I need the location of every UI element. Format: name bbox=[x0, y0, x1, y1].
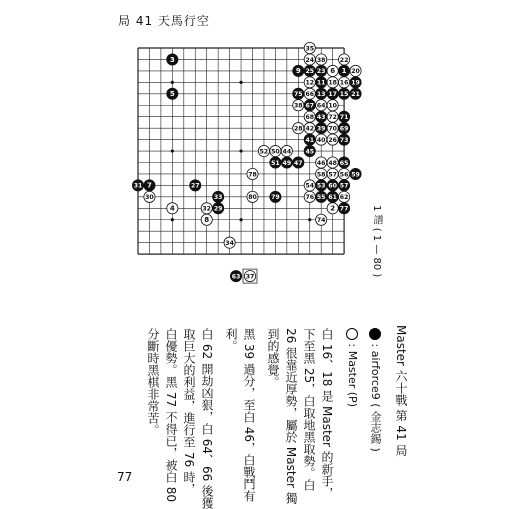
move-number: 21 bbox=[351, 91, 360, 99]
move-number: 69 bbox=[339, 125, 349, 133]
white-stone bbox=[244, 271, 255, 282]
move-number: 68 bbox=[305, 114, 315, 121]
white-stone bbox=[350, 65, 361, 76]
white-stone bbox=[327, 168, 338, 179]
black-stone bbox=[190, 180, 201, 191]
move-number: 33 bbox=[213, 194, 223, 202]
move-number: 53 bbox=[316, 182, 326, 190]
white-stone bbox=[201, 214, 212, 225]
move-number: 76 bbox=[305, 194, 315, 202]
move-number: 65 bbox=[339, 159, 349, 167]
white-stone bbox=[327, 203, 338, 214]
white-stone bbox=[339, 54, 350, 65]
move-number: 46 bbox=[316, 159, 326, 167]
black-stone bbox=[293, 65, 304, 76]
black-stone bbox=[327, 191, 338, 202]
move-number: 55 bbox=[316, 194, 326, 202]
white-stone bbox=[247, 191, 258, 202]
move-number: 41 bbox=[305, 136, 315, 144]
move-number: 26 bbox=[328, 136, 337, 144]
commentary-line: 黑 39 過分，至白 46，白戰鬥有 bbox=[242, 328, 256, 502]
white-stone bbox=[281, 145, 292, 156]
move-number: 42 bbox=[305, 125, 315, 133]
move-number: 77 bbox=[339, 205, 349, 213]
white-stone bbox=[258, 145, 269, 156]
white-stone bbox=[316, 157, 327, 168]
star-point bbox=[239, 218, 242, 221]
white-stone bbox=[293, 100, 304, 111]
white-stone bbox=[304, 180, 315, 191]
move-number: 29 bbox=[213, 205, 223, 213]
black-stone bbox=[230, 271, 241, 282]
move-number: 60 bbox=[328, 182, 337, 190]
black-stone bbox=[316, 111, 327, 122]
move-number: 72 bbox=[328, 114, 337, 121]
move-number: 5 bbox=[169, 90, 175, 99]
move-number: 18 bbox=[328, 79, 337, 87]
move-number: 79 bbox=[271, 194, 280, 202]
move-number: 19 bbox=[351, 79, 360, 87]
white-stone bbox=[167, 203, 178, 214]
move-number: 73 bbox=[339, 136, 349, 144]
white-player-label: : Master (P) bbox=[346, 343, 359, 407]
black-stone bbox=[339, 180, 350, 191]
black-stone bbox=[327, 88, 338, 99]
white-stone bbox=[316, 214, 327, 225]
move-number: 11 bbox=[316, 79, 326, 87]
white-stone bbox=[304, 54, 315, 65]
black-stone bbox=[167, 54, 178, 65]
move-number: 10 bbox=[328, 102, 337, 110]
black-stone-icon bbox=[369, 328, 381, 340]
move-number: 39 bbox=[316, 125, 326, 133]
black-stone bbox=[339, 134, 350, 145]
black-stone bbox=[316, 65, 327, 76]
move-number: 44 bbox=[282, 148, 292, 156]
black-stone bbox=[339, 123, 350, 134]
star-point bbox=[171, 81, 174, 84]
move-number: 48 bbox=[328, 159, 337, 167]
move-number: 58 bbox=[316, 171, 326, 179]
move-number: 59 bbox=[351, 171, 360, 179]
move-number: 22 bbox=[339, 56, 349, 64]
page-number: 77 bbox=[117, 470, 133, 484]
star-point bbox=[171, 218, 174, 221]
black-stone bbox=[350, 168, 361, 179]
white-stone bbox=[304, 123, 315, 134]
move-number: 66 bbox=[305, 91, 315, 99]
black-stone bbox=[304, 145, 315, 156]
black-stone bbox=[293, 88, 304, 99]
white-stone-icon bbox=[346, 328, 358, 340]
move-number: 7 bbox=[147, 181, 152, 190]
black-stone bbox=[350, 88, 361, 99]
move-number: 32 bbox=[202, 205, 212, 213]
move-number: 49 bbox=[282, 159, 292, 167]
commentary-line: 白 62 開劫凶狠，白 64、66 後獲 bbox=[200, 328, 214, 509]
black-stone bbox=[132, 180, 143, 191]
commentary-line: 利。 bbox=[224, 328, 238, 352]
move-number: 64 bbox=[316, 102, 326, 110]
black-player-label: : airforce9 ( 金志錫 ) bbox=[369, 343, 382, 452]
white-stone bbox=[304, 111, 315, 122]
black-stone bbox=[339, 157, 350, 168]
black-stone bbox=[304, 134, 315, 145]
black-stone bbox=[270, 157, 281, 168]
white-stone bbox=[316, 168, 327, 179]
white-stone bbox=[339, 168, 350, 179]
white-stone bbox=[327, 123, 338, 134]
move-number: 71 bbox=[339, 114, 349, 121]
white-stone bbox=[270, 145, 281, 156]
move-number: 6 bbox=[330, 67, 336, 76]
move-number: 17 bbox=[328, 91, 337, 99]
star-point bbox=[239, 149, 242, 152]
black-stone bbox=[144, 180, 155, 191]
move-number: 12 bbox=[305, 79, 315, 87]
move-number: 38 bbox=[293, 102, 303, 110]
commentary-line: 取巨大的利益，進行至 76 時， bbox=[182, 328, 196, 495]
black-stone bbox=[316, 77, 327, 88]
white-stone bbox=[327, 157, 338, 168]
white-stone bbox=[327, 134, 338, 145]
move-number: 20 bbox=[351, 68, 360, 76]
white-stone bbox=[327, 100, 338, 111]
move-number: 75 bbox=[293, 91, 303, 99]
white-stone bbox=[304, 77, 315, 88]
commentary-line: 26 很靠近厚勢，屬於 Master 獨 bbox=[284, 328, 298, 504]
move-number: 38 bbox=[316, 56, 326, 64]
white-stone bbox=[327, 65, 338, 76]
move-number: 16 bbox=[339, 79, 349, 87]
move-number: 31 bbox=[133, 182, 143, 190]
black-stone bbox=[339, 111, 350, 122]
page-header: 局 41 天馬行空 bbox=[118, 14, 210, 28]
white-stone bbox=[316, 100, 327, 111]
white-stone bbox=[293, 123, 304, 134]
move-number: 2 bbox=[330, 204, 336, 213]
move-number: 37 bbox=[245, 273, 255, 281]
white-stone bbox=[304, 88, 315, 99]
move-number: 52 bbox=[259, 148, 269, 156]
move-number: 78 bbox=[248, 171, 257, 179]
commentary-line: 到的感覺。 bbox=[266, 328, 280, 388]
move-number: 4 bbox=[169, 204, 175, 213]
black-stone bbox=[339, 88, 350, 99]
white-stone bbox=[316, 54, 327, 65]
black-stone bbox=[316, 180, 327, 191]
black-stone bbox=[304, 65, 315, 76]
move-number: 62 bbox=[339, 194, 349, 202]
black-stone bbox=[293, 157, 304, 168]
move-number: 54 bbox=[305, 182, 315, 190]
move-number: 28 bbox=[293, 125, 303, 133]
commentary-line: 分斷時黑棋非常苦。 bbox=[146, 328, 160, 436]
move-number: 43 bbox=[316, 114, 326, 121]
move-number: 8 bbox=[204, 216, 210, 225]
move-number: 57 bbox=[339, 182, 349, 190]
star-point bbox=[171, 149, 174, 152]
move-number: 25 bbox=[305, 68, 315, 76]
commentary-line: 白優勢。黑 77 不得已，被白 80 bbox=[164, 328, 178, 502]
black-stone bbox=[304, 100, 315, 111]
move-number: 45 bbox=[305, 148, 315, 156]
black-stone bbox=[316, 191, 327, 202]
move-number: 70 bbox=[328, 125, 337, 133]
white-stone bbox=[339, 191, 350, 202]
white-stone bbox=[144, 191, 155, 202]
move-number: 63 bbox=[231, 273, 241, 281]
move-number: 27 bbox=[190, 182, 200, 190]
white-stone bbox=[224, 237, 235, 248]
black-stone bbox=[213, 191, 224, 202]
move-number: 3 bbox=[169, 55, 175, 64]
move-number: 57 bbox=[328, 171, 337, 179]
move-number: 30 bbox=[145, 194, 154, 202]
move-number: 35 bbox=[305, 45, 315, 53]
move-number: 56 bbox=[339, 171, 349, 179]
move-number: 15 bbox=[339, 91, 349, 99]
move-number: 50 bbox=[271, 148, 280, 156]
move-number: 47 bbox=[293, 159, 303, 167]
move-number: 1 bbox=[341, 67, 347, 76]
move-number: 13 bbox=[316, 91, 326, 99]
star-point bbox=[239, 81, 242, 84]
black-player-key bbox=[367, 328, 383, 452]
move-number: 61 bbox=[328, 194, 337, 202]
black-stone bbox=[327, 180, 338, 191]
diagram-caption: 1 譜 ( 1 — 80 ) bbox=[371, 205, 382, 278]
white-player-key bbox=[346, 328, 359, 407]
white-stone bbox=[327, 111, 338, 122]
move-number: 34 bbox=[225, 239, 234, 247]
white-stone bbox=[201, 203, 212, 214]
move-number: 80 bbox=[248, 194, 257, 202]
white-stone bbox=[304, 42, 315, 53]
commentary-line: 下至黑 25，白取地黑取勢。白 bbox=[302, 328, 316, 492]
black-stone bbox=[167, 88, 178, 99]
commentary-line: 白 16、18 是 Master 的新手， bbox=[320, 328, 334, 499]
white-stone bbox=[316, 134, 327, 145]
black-stone bbox=[270, 191, 281, 202]
black-stone bbox=[350, 77, 361, 88]
black-stone bbox=[213, 203, 224, 214]
white-stone bbox=[304, 191, 315, 202]
game-title: Master 六十戰 第 41 局 bbox=[394, 325, 408, 457]
white-stone bbox=[327, 77, 338, 88]
move-number: 51 bbox=[271, 159, 280, 167]
star-point bbox=[308, 218, 311, 221]
move-number: 9 bbox=[295, 67, 301, 76]
move-number: 24 bbox=[305, 56, 315, 64]
move-number: 67 bbox=[305, 102, 315, 110]
white-stone bbox=[339, 77, 350, 88]
black-stone bbox=[339, 203, 350, 214]
black-stone bbox=[339, 65, 350, 76]
move-number: 23 bbox=[316, 68, 326, 76]
black-stone bbox=[281, 157, 292, 168]
black-stone bbox=[316, 88, 327, 99]
white-stone bbox=[247, 168, 258, 179]
move-number: 74 bbox=[316, 217, 326, 225]
black-stone bbox=[316, 123, 327, 134]
move-number: 40 bbox=[316, 136, 326, 144]
